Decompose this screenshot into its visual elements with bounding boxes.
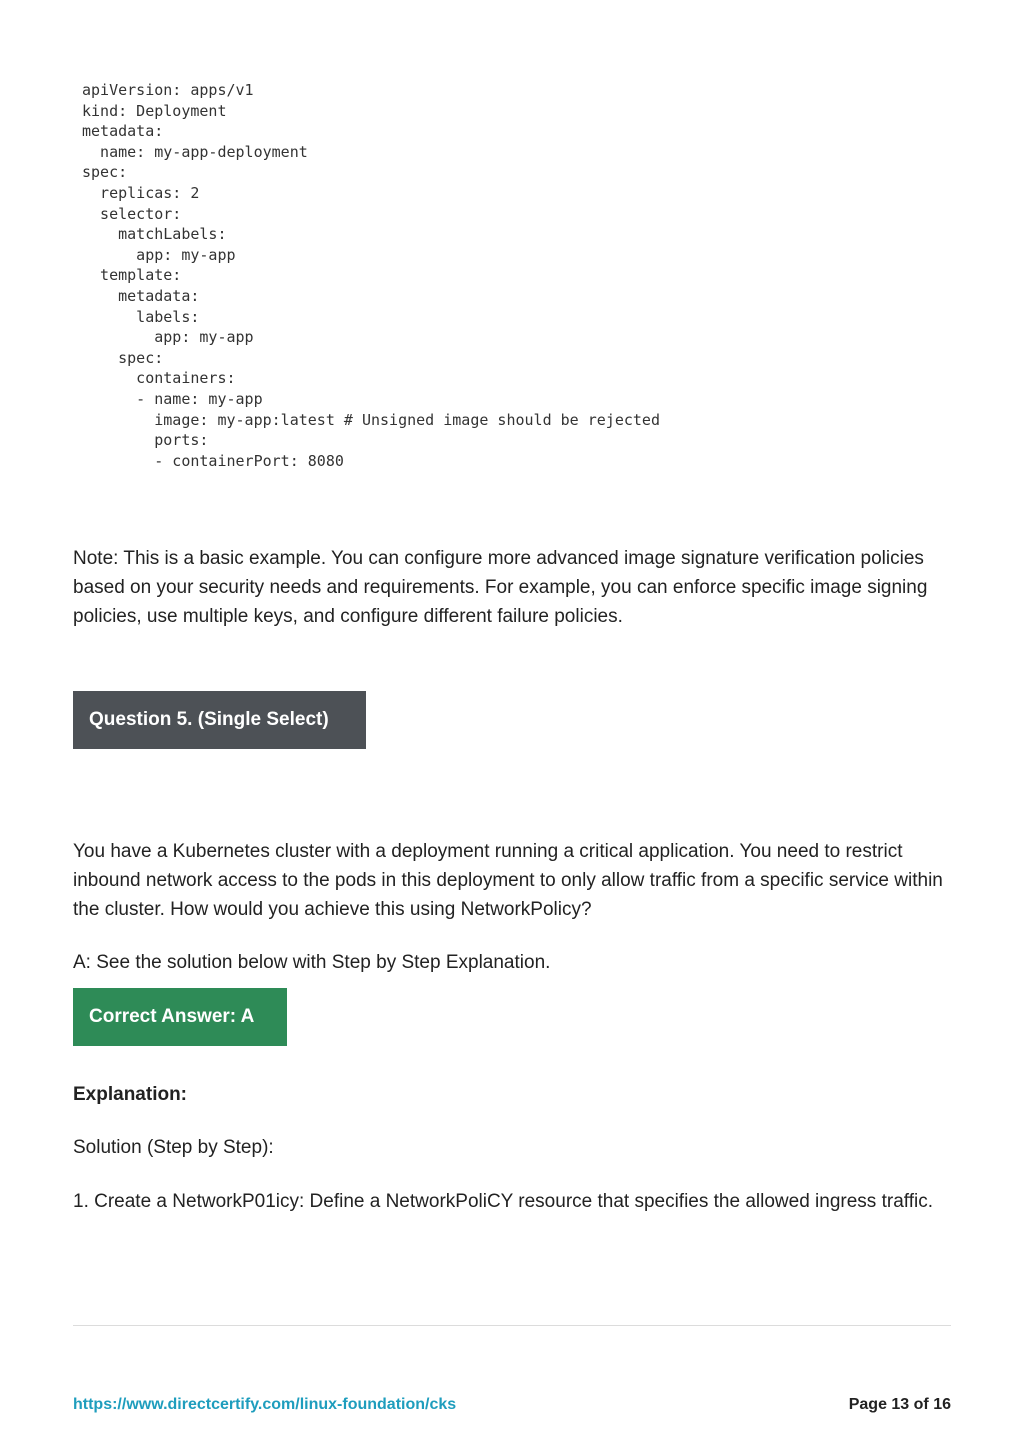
code-line: - containerPort: 8080	[82, 451, 344, 470]
code-line: containers:	[82, 369, 236, 388]
code-line: image: my-app:latest # Unsigned image should be rejected	[82, 410, 660, 429]
footer-divider	[73, 1325, 951, 1326]
page-number: Page 13 of 16	[848, 1396, 951, 1413]
note-paragraph: Note: This is a basic example. You can configure more advanced image signature verification policies based on your security needs and requirements. For example, you can enforce specific image signing policies, use multiple keys, and configure different failure policies.	[73, 548, 928, 627]
answer-option-a: A: See the solution below with Step by Step Explanation.	[73, 952, 551, 973]
solution-step-1: 1. Create a NetworkP01icy: Define a NetworkPoliCY resource that specifies the allowed ingress traffic.	[73, 1191, 933, 1212]
code-line: ports:	[82, 431, 209, 450]
question-badge: Question 5. (Single Select)	[73, 691, 366, 749]
code-line: labels:	[82, 307, 200, 326]
question-text: You have a Kubernetes cluster with a deployment running a critical application. You need to restrict inbound network access to the pods in this deployment to only allow traffic from a specific service within the cluster. How would you achieve this using NetworkPolicy?	[73, 841, 943, 920]
code-line: replicas: 2	[82, 183, 200, 202]
code-line: app: my-app	[82, 245, 236, 264]
correct-answer-badge: Correct Answer: A	[73, 988, 287, 1046]
code-line: name: my-app-deployment	[82, 142, 308, 161]
code-line: template:	[82, 266, 182, 285]
yaml-code-block	[82, 80, 660, 471]
code-line: spec:	[82, 163, 128, 182]
solution-heading: Solution (Step by Step):	[73, 1137, 274, 1158]
code-line: kind: Deployment	[82, 101, 227, 120]
code-line: metadata:	[82, 122, 164, 141]
footer-url-link[interactable]: https://www.directcertify.com/linux-foundation/cks	[73, 1396, 457, 1413]
explanation-heading: Explanation:	[73, 1084, 188, 1105]
code-line: apiVersion: apps/v1	[82, 81, 254, 99]
code-line: - name: my-app	[82, 389, 263, 408]
code-line: spec:	[82, 348, 164, 367]
code-line: selector:	[82, 204, 182, 223]
code-line: metadata:	[82, 286, 200, 305]
code-line: matchLabels:	[82, 225, 227, 244]
code-line: app: my-app	[82, 328, 254, 347]
